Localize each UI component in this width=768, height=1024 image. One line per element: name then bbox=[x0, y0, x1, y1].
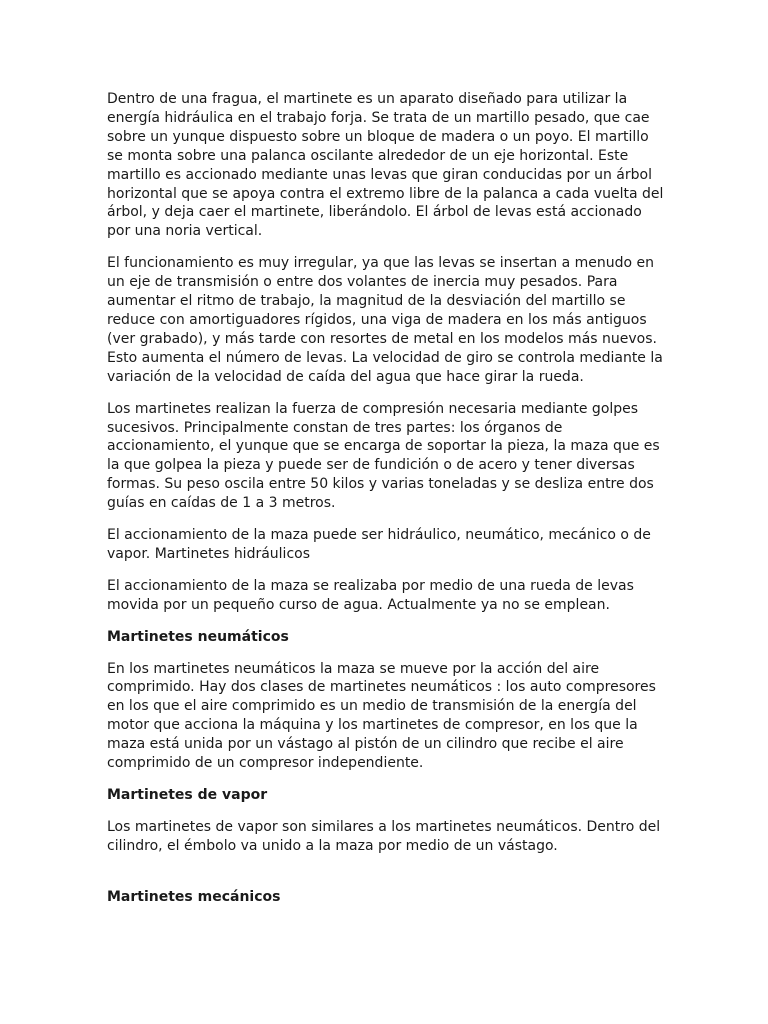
heading-vapor: Martinetes de vapor bbox=[107, 787, 268, 803]
heading-neumaticos: Martinetes neumáticos bbox=[107, 628, 289, 645]
document-body bbox=[107, 90, 667, 920]
paragraph-neumaticos: En los martinetes neumáticos la maza se mueve por la acción del aire comprimido. Hay dos clases de martinetes neumáticos : los auto compresores en los que el aire comprimido es un medio de transmisión de la energía del motor que acciona la máquina y los martinetes de compresor, en los que la maza está unida por un vástago al pistón de un cilindro que recibe el aire comprimido de un compresor independiente. bbox=[107, 660, 656, 772]
paragraph-accionamiento: El accionamiento de la maza puede ser hidráulico, neumático, mecánico o de vapor. Martinetes hidráulicos bbox=[107, 527, 651, 562]
paragraph-hidraulicos: El accionamiento de la maza se realizaba por medio de una rueda de levas movida por un pequeño curso de agua. Actualmente ya no se emplean. bbox=[107, 577, 634, 613]
paragraph-compresion: Los martinetes realizan la fuerza de compresión necesaria mediante golpes sucesivos. Principalmente constan de tres partes: los órganos de accionamiento, el yunque que se encarga de soportar la pieza, la maza que es la que golpea la pieza y puede ser de fundición o de acero y tener diversas formas. Su peso oscila entre 50 kilos y varias toneladas y se desliza entre dos guías en caídas de 1 a 3 metros. bbox=[107, 400, 660, 512]
heading-mecanicos: Martinetes mecánicos bbox=[107, 888, 281, 905]
paragraph-intro: Dentro de una fragua, el martinete es un aparato diseñado para utilizar la energía hidráulica en el trabajo forja. Se trata de un martillo pesado, que cae sobre un yunque dispuesto sobre un bloque de madera o un poyo. El martillo se monta sobre una palanca oscilante alrededor de un eje horizontal. Este martillo es accionado mediante unas levas que giran conducidas por un árbol horizontal que se apoya contra el extremo libre de la palanca a cada vuelta del árbol, y deja caer el martinete, liberándolo. El árbol de levas está accionado por una noria vertical. bbox=[107, 91, 664, 240]
paragraph-funcionamiento: El funcionamiento es muy irregular, ya que las levas se insertan a menudo en un eje de transmisión o entre dos volantes de inercia muy pesados. Para aumentar el ritmo de trabajo, la magnitud de la desviación del martillo se reduce con amortiguadores rígidos, una viga de madera en los más antiguos (ver grabado), y más tarde con resortes de metal en los modelos más nuevos. Esto aumenta el número de levas. La velocidad de giro se controla mediante la variación de la velocidad de caída del agua que hace girar la rueda. bbox=[107, 255, 663, 385]
paragraph-vapor: Los martinetes de vapor son similares a los martinetes neumáticos. Dentro del cilindro, el émbolo va unido a la maza por medio de un vástago. bbox=[107, 818, 661, 854]
